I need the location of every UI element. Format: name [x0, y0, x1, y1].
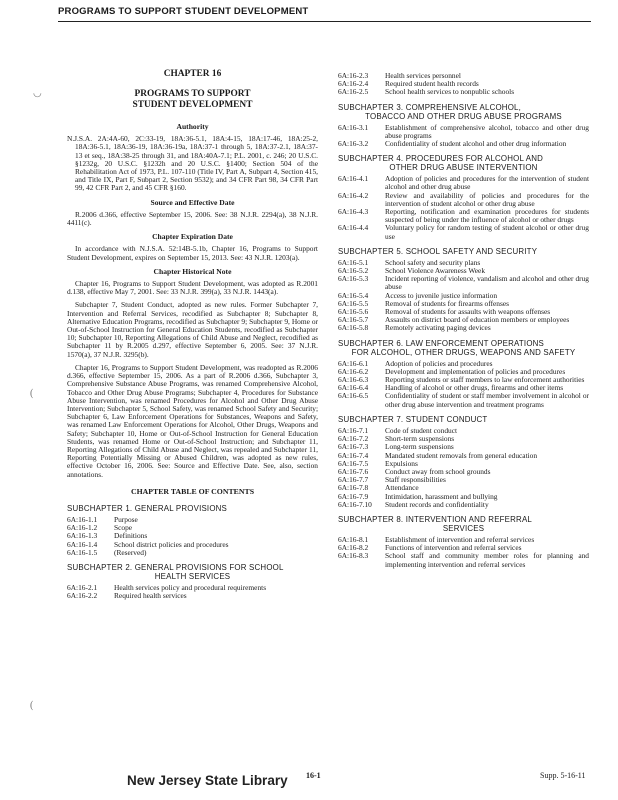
expiration-text: In accordance with N.J.S.A. 52:14B-5.1b, Chapter 16, Programs to Support Student Development, expires on September 15, 2013. See: 43 N.J.R. 1203(a).	[67, 244, 318, 262]
section-title: (Reserved)	[114, 547, 147, 557]
subchapter-5-title: SUBCHAPTER 5. SCHOOL SAFETY AND SECURITY	[338, 246, 538, 256]
section-title: Definitions	[114, 531, 148, 541]
section-title: Required student health records	[385, 79, 479, 89]
section-number: 6A:16-2.2	[67, 591, 98, 601]
section-number: 6A:16-5.5	[338, 298, 369, 308]
section-number: 6A:16-4.2	[338, 190, 369, 200]
section-number: 6A:16-5.4	[338, 290, 369, 300]
source-text: R.2006 d.366, effective September 15, 2006. See: 38 N.J.R. 2294(a), 38 N.J.R. 4411(c).	[67, 209, 318, 228]
toc-entry	[338, 452, 589, 460]
subchapter-3-title-line2: TOBACCO AND OTHER DRUG ABUSE PROGRAMS	[365, 111, 562, 121]
section-number: 6A:16-7.3	[338, 442, 369, 452]
subchapter-5-entries	[338, 259, 589, 333]
section-number: 6A:16-6.1	[338, 358, 369, 368]
subchapter-2-title	[67, 563, 318, 581]
section-title: Conduct away from school grounds	[385, 466, 491, 476]
supplement-date: Supp. 5-16-11	[540, 771, 586, 780]
toc-entry	[67, 541, 318, 549]
toc-heading: CHAPTER TABLE OF CONTENTS	[130, 486, 255, 496]
toc-entry	[338, 224, 589, 240]
section-title: Reporting, notification and examination procedures for students suspected of being under the influence of alcohol or other drugs	[385, 207, 589, 225]
section-title: Required health services	[114, 591, 187, 601]
authority-text: N.J.S.A. 2A:4A-60, 2C:33-19, 18A:36-5.1, 18A:4-15, 18A:17-46, 18A:25-2, 18A:36-5.1, 18A:36-19, 18A:36-19a, 18A:37-1 through 5, 18A:37-2.1, 18A:37-13 et seq., 18A:38-25 through 31, and 18A:40A-7.1; P.L. 2001, c. 246; 20 U.S.C. §1232g, 20 U.S.C. §1232h and 20 U.S.C. §1400; Section 504 of the Rehabilitation Act of 1973, P.L. 107-110 (Title IV, Part A, Subpart 4, Section 415, and Title IX, Part F, Subpart 2, Section 9532); and 34 CFR Part 98, 34 CFR Part 99, 42 CFR Part 2, and 45 CFR §160.	[67, 134, 318, 193]
section-number: 6A:16-4.1	[338, 174, 369, 184]
chapter-title	[67, 89, 318, 110]
section-title: Purpose	[114, 514, 138, 524]
section-number: 6A:16-7.9	[338, 491, 369, 501]
subchapter-4-title	[338, 154, 589, 172]
subchapter-8-entries	[338, 536, 589, 569]
chapter-title-line1: PROGRAMS TO SUPPORT	[134, 89, 251, 100]
toc-entry	[67, 592, 318, 600]
history-paragraph-3: Chapter 16, Programs to Support Student Development, was readopted as R.2006 d.366, effective September 15, 2006. As a part of R.2006 d.366, Subchapter 3, Comprehensive Substance Abuse Programs, was renamed Comprehensive Alcohol, Tobacco and Other Drug Abuse Programs; Subchapter 4, Procedures for Substance Abuse Intervention, was renamed Procedures for Alcohol and Other Drug Abuse Intervention; Subchapter 5, School Safety, was renamed School Safety and Security; Subchapter 6, Law Enforcement Operations for Substances, Weapons and Safety, was renamed Law Enforcement Operations for Alcohol, Other Drugs, Weapons and Safety; Subchapter 10, Home or Out-of-School Instruction for General Education Students, was renamed Home or Out-of-School Instruction; and Subchapter 11, Reporting Allegations of Child Abuse and Neglect, was repealed and Subchapter 11, Reporting Potentially Missing or Abused Children, was adopted as new rules, effective October 16, 2006. See: Source and Effective Date. See, also, section annotations.	[67, 362, 318, 479]
margin-scan-mark: ◡	[33, 88, 42, 99]
authority-heading: Authority	[176, 122, 209, 132]
margin-scan-mark: (	[30, 700, 34, 711]
chapter-title-line2: STUDENT DEVELOPMENT	[132, 99, 253, 110]
section-title: Remotely activating paging devices	[385, 323, 491, 333]
chapter-number: CHAPTER 16	[163, 69, 222, 79]
section-title: Long-term suspensions	[385, 442, 454, 452]
section-number: 6A:16-2.4	[338, 79, 369, 89]
section-number: 6A:16-7.6	[338, 466, 369, 476]
subchapter-4-entries	[338, 175, 589, 241]
section-number: 6A:16-1.3	[67, 531, 98, 541]
section-number: 6A:16-7.4	[338, 450, 369, 460]
section-number: 6A:16-4.3	[338, 207, 369, 217]
toc-entry	[338, 435, 589, 443]
section-title: Attendance	[385, 483, 419, 493]
subchapter-8-title	[338, 515, 589, 533]
section-title: Functions of intervention and referral services	[385, 543, 522, 553]
section-title: Staff responsibilities	[385, 475, 446, 485]
subchapter-7-title: SUBCHAPTER 7. STUDENT CONDUCT	[338, 414, 488, 424]
section-number: 6A:16-8.3	[338, 551, 369, 561]
section-number: 6A:16-3.2	[338, 139, 369, 149]
section-number: 6A:16-3.1	[338, 122, 369, 132]
history-paragraph-2: Subchapter 7, Student Conduct, adopted as new rules. Former Subchapter 7, Intervention and Referral Services, recodified as Subchapter 8; Subchapter 8, Alternative Education Programs, recodified as Subchapter 9; Subchapter 9, Home or Out-of-School Instruction for General Education Students, recodified as Subchapter 10; Subchapter 10, Reporting Allegations of Child Abuse and Neglect, recodified as Subchapter 11 by R.2005 d.297, effective September 6, 2005. See: 37 N.J.R. 1570(a), 37 N.J.R. 3295(b).	[67, 300, 318, 359]
section-number: 6A:16-5.8	[338, 323, 369, 333]
section-number: 6A:16-2.1	[67, 582, 98, 592]
header-rule	[58, 21, 591, 22]
section-number: 6A:16-7.1	[338, 425, 369, 435]
toc-entry	[338, 88, 589, 96]
section-title: Expulsions	[385, 458, 418, 468]
subchapter-2-title-line2: HEALTH SERVICES	[154, 571, 231, 581]
subchapter-8-title-line1: SUBCHAPTER 8. INTERVENTION AND REFERRAL	[338, 514, 532, 524]
subchapter-3-title	[338, 103, 589, 121]
section-title: School health services to nonpublic schools	[385, 87, 515, 97]
section-title: Review and availability of policies and procedures for the intervention of student alcohol or other drug abuse	[385, 190, 589, 208]
section-number: 6A:16-5.3	[338, 274, 369, 284]
subchapter-8-title-line2: SERVICES	[442, 523, 485, 533]
subchapter-4-title-line2: OTHER DRUG ABUSE INTERVENTION	[389, 163, 538, 173]
section-title: Incident reporting of violence, vandalism and alcohol and other drug abuse	[385, 274, 589, 292]
subchapter-3-entries	[338, 124, 589, 149]
running-header: PROGRAMS TO SUPPORT STUDENT DEVELOPMENT	[58, 6, 309, 17]
toc-entry	[338, 552, 589, 568]
subchapter-1-title: SUBCHAPTER 1. GENERAL PROVISIONS	[67, 503, 228, 513]
section-number: 6A:16-7.7	[338, 475, 369, 485]
section-title: Removal of students for assaults with weapons offenses	[385, 307, 551, 317]
section-title: Mandated student removals from general education	[385, 450, 538, 460]
section-title: Assaults on district board of education members or employees	[385, 315, 570, 325]
section-title: Establishment of intervention and referral services	[385, 534, 535, 544]
section-number: 6A:16-6.3	[338, 375, 369, 385]
section-number: 6A:16-6.2	[338, 366, 369, 376]
section-title: Code of student conduct	[385, 425, 458, 435]
section-number: 6A:16-7.8	[338, 483, 369, 493]
section-number: 6A:16-5.2	[338, 266, 369, 276]
subchapter-2-entries-part2	[338, 72, 589, 97]
history-paragraph-1: Chapter 16, Programs to Support Student Development, was adopted as R.2001 d.138, effective May 7, 2001. See: 33 N.J.R. 399(a), 33 N.J.R. 1443(a).	[67, 279, 318, 297]
section-number: 6A:16-8.1	[338, 534, 369, 544]
section-title: Confidentiality of student or staff member involvement in alcohol or other drug abuse intervention and treatment programs	[385, 391, 589, 409]
section-title: Health services personnel	[385, 71, 461, 80]
section-title: Reporting students or staff members to law enforcement authorities	[385, 375, 585, 385]
right-column	[338, 72, 589, 569]
section-title: Intimidation, harassment and bullying	[385, 491, 498, 501]
margin-scan-mark: (	[30, 388, 34, 399]
toc-entry	[338, 275, 589, 291]
toc-entry	[67, 524, 318, 532]
toc-entry	[338, 192, 589, 208]
subchapter-1-entries	[67, 516, 318, 557]
subchapter-6-title-line1: SUBCHAPTER 6. LAW ENFORCEMENT OPERATIONS	[338, 338, 545, 348]
section-title: Health services policy and procedural requirements	[114, 582, 267, 592]
page-number: 16-1	[306, 771, 321, 780]
section-title: School district policies and procedures	[114, 539, 229, 549]
section-number: 6A:16-7.5	[338, 458, 369, 468]
subchapter-2-entries-part1	[67, 584, 318, 600]
section-number: 6A:16-1.2	[67, 523, 98, 533]
section-number: 6A:16-5.1	[338, 257, 369, 267]
section-title: Handling of alcohol or other drugs, firearms and other items	[385, 383, 564, 393]
toc-entry	[67, 516, 318, 524]
section-number: 6A:16-7.2	[338, 434, 369, 444]
toc-entry	[338, 175, 589, 191]
toc-entry	[338, 427, 589, 435]
subchapter-3-title-line1: SUBCHAPTER 3. COMPREHENSIVE ALCOHOL,	[338, 102, 522, 112]
section-number: 6A:16-6.4	[338, 383, 369, 393]
section-number: 6A:16-5.7	[338, 315, 369, 325]
section-title: School staff and community member roles for planning and implementing intervention and referral services	[385, 551, 589, 569]
section-title: Scope	[114, 523, 133, 533]
subchapter-6-title-line2: FOR ALCOHOL, OTHER DRUGS, WEAPONS AND SAFETY	[351, 347, 576, 357]
section-title: School Violence Awareness Week	[385, 266, 486, 276]
section-title: Student records and confidentiality	[385, 499, 489, 509]
toc-entry	[67, 549, 318, 557]
section-title: Development and implementation of policies and procedures	[385, 366, 566, 376]
section-number: 6A:16-6.5	[338, 391, 369, 401]
section-number: 6A:16-4.4	[338, 223, 369, 233]
section-number: 6A:16-1.1	[67, 514, 98, 524]
source-heading: Source and Effective Date	[150, 197, 235, 207]
history-heading: Chapter Historical Note	[153, 266, 232, 276]
toc-entry	[338, 140, 589, 148]
section-title: Voluntary policy for random testing of student alcohol or other drug use	[385, 223, 589, 241]
subchapter-6-title	[338, 339, 589, 357]
subchapter-4-title-line1: SUBCHAPTER 4. PROCEDURES FOR ALCOHOL AND	[338, 154, 544, 164]
toc-entry	[338, 468, 589, 476]
section-title: Removal of students for firearms offenses	[385, 298, 510, 308]
toc-entry	[338, 124, 589, 140]
toc-entry	[67, 584, 318, 592]
toc-entry	[338, 476, 589, 484]
section-title: Adoption of policies and procedures	[385, 358, 493, 368]
section-number: 6A:16-1.5	[67, 547, 98, 557]
section-title: Confidentiality of student alcohol and other drug information	[385, 139, 567, 149]
section-number: 6A:16-5.6	[338, 307, 369, 317]
toc-entry	[338, 501, 589, 509]
toc-entry	[338, 208, 589, 224]
subchapter-6-entries	[338, 360, 589, 409]
expiration-heading: Chapter Expiration Date	[152, 232, 233, 242]
left-column	[67, 62, 318, 600]
section-number: 6A:16-1.4	[67, 539, 98, 549]
section-number: 6A:16-7.10	[338, 499, 372, 509]
section-number: 6A:16-2.5	[338, 87, 369, 97]
section-title: Adoption of policies and procedures for the intervention of student alcohol and other drug abuse	[385, 174, 589, 192]
subchapter-2-title-line1: SUBCHAPTER 2. GENERAL PROVISIONS FOR SCHOOL	[67, 562, 284, 572]
library-stamp: New Jersey State Library	[127, 773, 288, 788]
toc-entry	[338, 392, 589, 408]
section-title: School safety and security plans	[385, 257, 481, 267]
section-number: 6A:16-8.2	[338, 543, 369, 553]
section-number: 6A:16-2.3	[338, 71, 369, 80]
section-title: Establishment of comprehensive alcohol, tobacco and other drug abuse programs	[385, 122, 589, 140]
section-title: Short-term suspensions	[385, 434, 455, 444]
subchapter-7-entries	[338, 427, 589, 509]
section-title: Access to juvenile justice information	[385, 290, 498, 300]
toc-entry	[338, 324, 589, 332]
